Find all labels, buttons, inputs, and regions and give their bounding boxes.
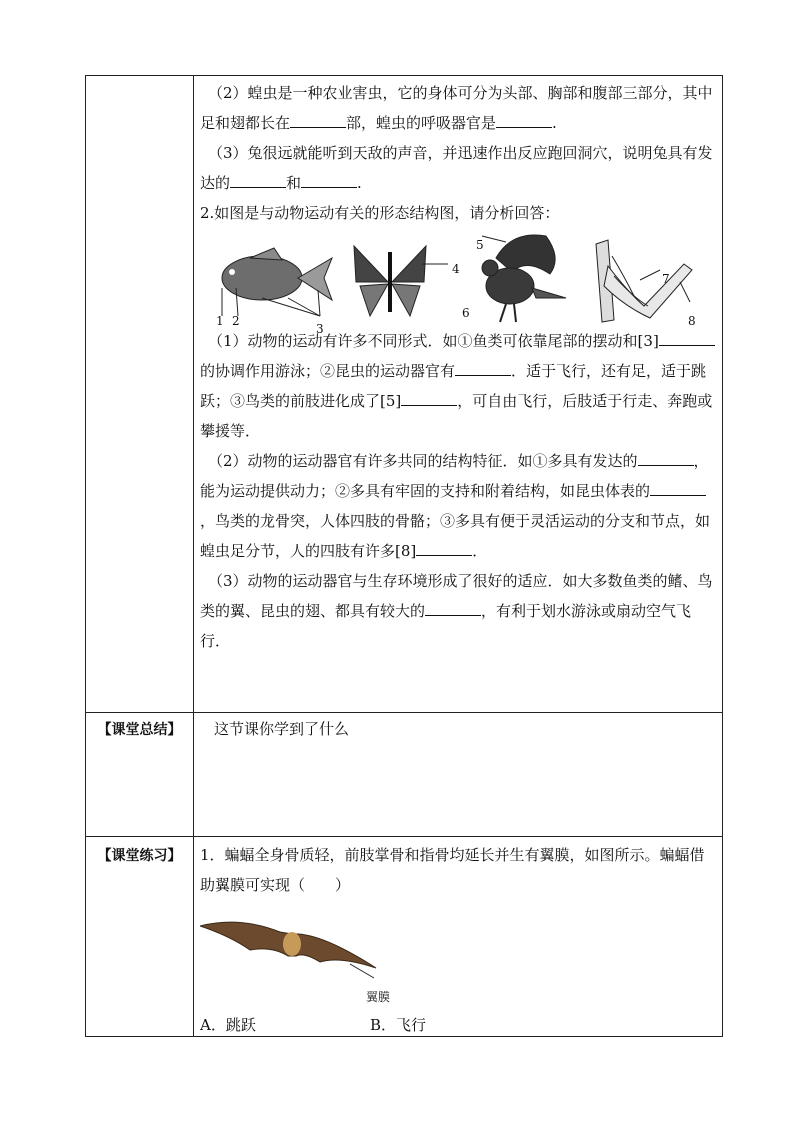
answer-blank[interactable] [650,481,706,496]
practice-question-1: 1．蝙蝠全身骨质轻，前肢掌骨和指骨均延长并生有翼膜，如图所示。蝙蝠借助翼膜可实现（ ） [200,846,705,894]
option-a[interactable]: A．跳跃 [200,1016,256,1034]
answer-blank[interactable] [301,173,357,188]
options-row [200,1010,715,1040]
question-2-locust: （2）蝗虫是一种农业害虫，它的身体可分为头部、胸部和腹部三部分，其中足和翅都长在 部，蝗虫的呼吸器官是 . [200,84,713,132]
answer-blank[interactable] [455,361,511,376]
row-divider [86,712,722,713]
answer-blank[interactable] [401,391,457,406]
answer-part-1: （1）动物的运动有许多不同形式．如①鱼类可依靠尾部的摆动和[3]的协调作用游泳；②昆虫的运动器官有 ．适于飞行，还有足，适于跳跃；③鸟类的前肢进化成了[5] ，可自由飞行，后肢适于行走、奔跑或攀援等． [200,326,715,446]
butterfly-illustration [350,242,460,322]
question-3-rabbit: （3）兔很远就能听到天敌的声音，并迅速作出反应跑回洞穴，说明兔具有发达的 和 . [200,144,713,192]
fish-illustration [210,242,340,322]
answer-part-2: （2）动物的运动器官有许多共同的结构特征．如①多具有发达的 ，能为运动提供动力；②多具有牢固的支持和附着结构，如昆虫体表的，鸟类的龙骨突，人体四肢的骨骼；③多具有便于灵活运动的分支和节点，如蝗虫足分节，人的四肢有许多[8] ． [200,452,711,560]
answer-blank[interactable] [416,541,472,556]
bat-figure [200,900,715,1010]
answer-blank[interactable] [496,113,552,128]
wing-membrane-label: 翼膜 [366,990,391,1004]
bat-illustration [200,912,390,992]
answer-blank[interactable] [425,601,481,616]
answer-blank[interactable] [638,451,694,466]
answer-part-3: （3）动物的运动器官与生存环境形成了很好的适应．如大多数鱼类的鳍、鸟类的翼、昆虫的翅、都具有较大的 ，有利于划水游泳或扇动空气飞行． [200,572,713,650]
summary-label: 【课堂总结】 [97,722,182,738]
animal-structure-figure: 1 2 3 4 5 6 7 8 [200,228,715,326]
column-divider [193,76,194,1036]
row-divider [86,836,722,837]
answer-blank[interactable] [230,173,286,188]
practice-section [200,840,715,1040]
option-b[interactable]: B．飞行 [370,1016,427,1034]
section-exercises [200,78,715,656]
answer-blank[interactable] [659,331,715,346]
practice-label: 【课堂练习】 [97,848,182,864]
arm-muscle-illustration [584,236,704,326]
lesson-table [85,75,723,1037]
summary-text: 这节课你学到了什么 [214,720,350,738]
answer-blank[interactable] [290,113,346,128]
question-2-intro: 2.如图是与动物运动有关的形态结构图，请分析回答： [200,204,560,222]
